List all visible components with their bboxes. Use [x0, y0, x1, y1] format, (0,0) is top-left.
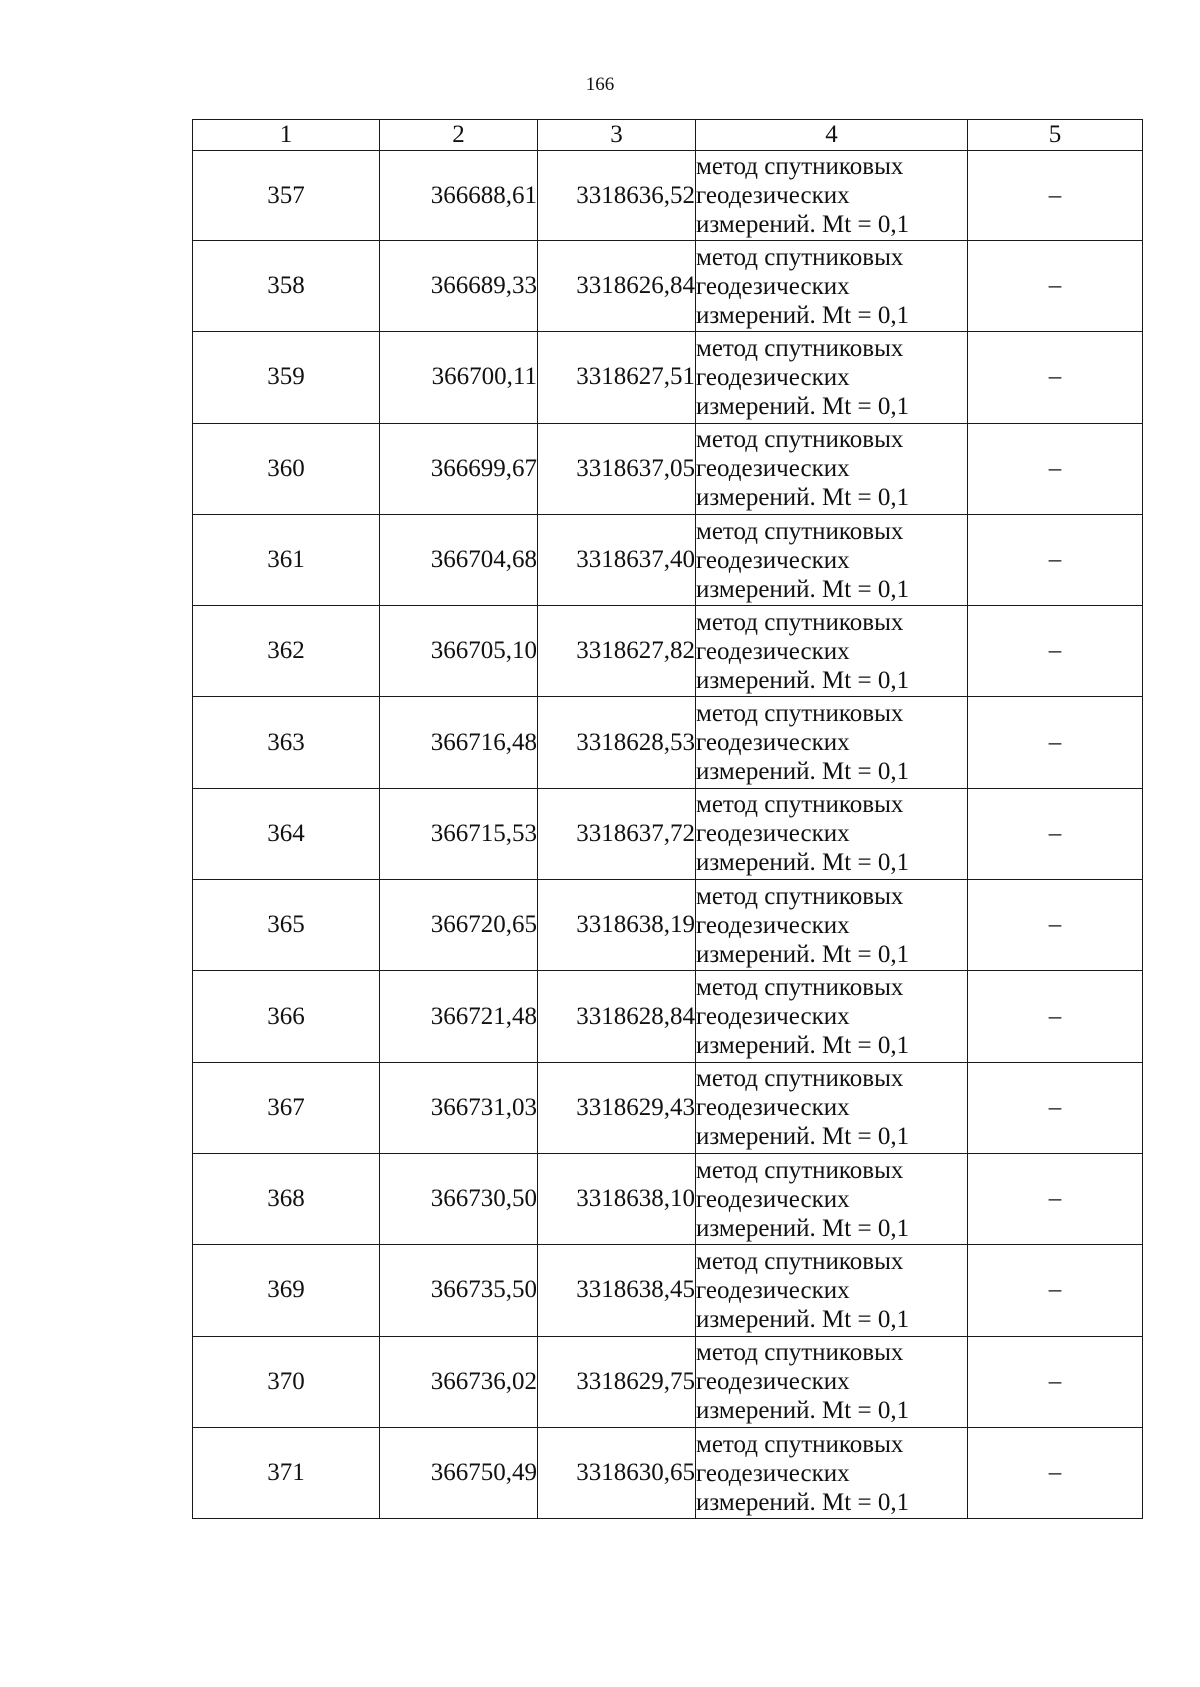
method-text-line: геодезических [696, 1459, 850, 1487]
point-number-cell: 365 [193, 880, 380, 971]
point-number-cell: 360 [193, 423, 380, 514]
point-number-cell: 359 [193, 332, 380, 423]
method-text-line: метод спутниковых [696, 1065, 904, 1093]
method-text-line: метод спутниковых [696, 1156, 904, 1184]
method-text-line: метод спутниковых [696, 243, 904, 271]
method-text-line: геодезических [696, 637, 850, 665]
header-row [193, 120, 1143, 151]
note-cell: – [968, 514, 1143, 605]
coordinates-table [192, 119, 1143, 1519]
point-number-cell: 370 [193, 1336, 380, 1427]
note-cell: – [968, 971, 1143, 1062]
table-row [193, 971, 1143, 1062]
point-number-cell: 364 [193, 788, 380, 879]
method-text-line: геодезических [696, 363, 850, 391]
method-text-line: геодезических [696, 1094, 850, 1122]
x-coordinate-cell: 366699,67 [380, 423, 538, 514]
method-text-line: геодезических [696, 455, 850, 483]
note-cell: – [968, 1062, 1143, 1153]
note-cell: – [968, 423, 1143, 514]
note-cell: – [968, 697, 1143, 788]
method-text-line: геодезических [696, 1368, 850, 1396]
y-coordinate-cell: 3318638,10 [538, 1153, 696, 1244]
point-number-cell: 369 [193, 1245, 380, 1336]
y-coordinate-cell: 3318629,43 [538, 1062, 696, 1153]
note-cell: – [968, 1336, 1143, 1427]
point-number-cell: 367 [193, 1062, 380, 1153]
method-cell [696, 1062, 968, 1153]
x-coordinate-cell: 366715,53 [380, 788, 538, 879]
method-text-line: метод спутниковых [696, 974, 904, 1002]
method-cell [696, 697, 968, 788]
table-row [193, 514, 1143, 605]
method-text-line: измерений. Mt = 0,1 [696, 211, 910, 238]
y-coordinate-cell: 3318638,19 [538, 880, 696, 971]
y-coordinate-cell: 3318638,45 [538, 1245, 696, 1336]
method-text-line: геодезических [696, 1276, 850, 1304]
method-text-line: метод спутниковых [696, 153, 904, 180]
note-cell: – [968, 241, 1143, 332]
method-text-line: измерений. Mt = 0,1 [696, 1032, 910, 1060]
y-coordinate-cell: 3318626,84 [538, 241, 696, 332]
table-header [193, 120, 1143, 151]
method-cell [696, 332, 968, 423]
table-row [193, 1245, 1143, 1336]
header-cell-2: 2 [380, 120, 538, 151]
method-text-line: измерений. Mt = 0,1 [696, 758, 910, 786]
header-cell-1: 1 [193, 120, 380, 151]
method-text-line: метод спутниковых [696, 608, 904, 636]
method-cell [696, 1153, 968, 1244]
method-text-line: измерений. Mt = 0,1 [696, 301, 910, 329]
note-cell: – [968, 880, 1143, 971]
table-row [193, 788, 1143, 879]
point-number-cell: 363 [193, 697, 380, 788]
x-coordinate-cell: 366731,03 [380, 1062, 538, 1153]
y-coordinate-cell: 3318637,40 [538, 514, 696, 605]
method-text-line: метод спутниковых [696, 426, 904, 454]
x-coordinate-cell: 366750,49 [380, 1427, 538, 1518]
method-text-line: геодезических [696, 546, 850, 574]
table-row [193, 151, 1143, 241]
method-cell [696, 151, 968, 241]
method-text-line: измерений. Mt = 0,1 [696, 1488, 910, 1516]
note-cell: – [968, 151, 1143, 241]
y-coordinate-cell: 3318630,65 [538, 1427, 696, 1518]
point-number-cell: 357 [193, 151, 380, 241]
header-cell-3: 3 [538, 120, 696, 151]
table-row [193, 332, 1143, 423]
method-text-line: геодезических [696, 911, 850, 939]
header-cell-5: 5 [968, 120, 1143, 151]
method-text-line: измерений. Mt = 0,1 [696, 484, 910, 512]
method-cell [696, 514, 968, 605]
method-text-line: метод спутниковых [696, 1247, 904, 1275]
table-row [193, 880, 1143, 971]
method-text-line: геодезических [696, 729, 850, 757]
y-coordinate-cell: 3318636,52 [538, 151, 696, 241]
method-text-line: метод спутниковых [696, 517, 904, 545]
header-cell-4: 4 [696, 120, 968, 151]
y-coordinate-cell: 3318627,82 [538, 606, 696, 697]
x-coordinate-cell: 366730,50 [380, 1153, 538, 1244]
method-text-line: метод спутниковых [696, 882, 904, 910]
method-cell [696, 1336, 968, 1427]
method-text-line: геодезических [696, 182, 850, 209]
method-text-line: геодезических [696, 1185, 850, 1213]
note-cell: – [968, 1427, 1143, 1518]
point-number-cell: 362 [193, 606, 380, 697]
method-cell [696, 606, 968, 697]
note-cell: – [968, 1153, 1143, 1244]
table-row [193, 1427, 1143, 1518]
x-coordinate-cell: 366736,02 [380, 1336, 538, 1427]
method-cell [696, 880, 968, 971]
method-text-line: измерений. Mt = 0,1 [696, 666, 910, 694]
method-text-line: измерений. Mt = 0,1 [696, 940, 910, 968]
table-row [193, 1153, 1143, 1244]
y-coordinate-cell: 3318628,53 [538, 697, 696, 788]
table-row [193, 423, 1143, 514]
x-coordinate-cell: 366688,61 [380, 151, 538, 241]
point-number-cell: 358 [193, 241, 380, 332]
x-coordinate-cell: 366720,65 [380, 880, 538, 971]
method-cell [696, 1245, 968, 1336]
method-text-line: измерений. Mt = 0,1 [696, 849, 910, 877]
method-cell [696, 788, 968, 879]
method-text-line: геодезических [696, 272, 850, 300]
y-coordinate-cell: 3318637,72 [538, 788, 696, 879]
method-cell [696, 423, 968, 514]
method-text-line: измерений. Mt = 0,1 [696, 1123, 910, 1151]
method-cell [696, 1427, 968, 1518]
page-number: 166 [585, 74, 615, 95]
table-row [193, 606, 1143, 697]
table-row [193, 241, 1143, 332]
y-coordinate-cell: 3318637,05 [538, 423, 696, 514]
method-text-line: измерений. Mt = 0,1 [696, 1397, 910, 1425]
x-coordinate-cell: 366704,68 [380, 514, 538, 605]
point-number-cell: 368 [193, 1153, 380, 1244]
method-text-line: метод спутниковых [696, 700, 904, 728]
table-row [193, 1336, 1143, 1427]
x-coordinate-cell: 366721,48 [380, 971, 538, 1062]
table-row [193, 697, 1143, 788]
x-coordinate-cell: 366705,10 [380, 606, 538, 697]
method-text-line: метод спутниковых [696, 1339, 904, 1367]
point-number-cell: 371 [193, 1427, 380, 1518]
x-coordinate-cell: 366716,48 [380, 697, 538, 788]
note-cell: – [968, 1245, 1143, 1336]
method-cell [696, 971, 968, 1062]
y-coordinate-cell: 3318629,75 [538, 1336, 696, 1427]
method-text-line: измерений. Mt = 0,1 [696, 1214, 910, 1242]
method-text-line: метод спутниковых [696, 1430, 904, 1458]
method-text-line: метод спутниковых [696, 791, 904, 819]
method-text-line: измерений. Mt = 0,1 [696, 575, 910, 603]
x-coordinate-cell: 366700,11 [380, 332, 538, 423]
method-text-line: метод спутниковых [696, 334, 904, 362]
y-coordinate-cell: 3318628,84 [538, 971, 696, 1062]
note-cell: – [968, 606, 1143, 697]
note-cell: – [968, 332, 1143, 423]
note-cell: – [968, 788, 1143, 879]
table-row [193, 1062, 1143, 1153]
x-coordinate-cell: 366689,33 [380, 241, 538, 332]
y-coordinate-cell: 3318627,51 [538, 332, 696, 423]
point-number-cell: 366 [193, 971, 380, 1062]
method-text-line: измерений. Mt = 0,1 [696, 392, 910, 420]
method-text-line: геодезических [696, 1003, 850, 1031]
point-number-cell: 361 [193, 514, 380, 605]
method-text-line: измерений. Mt = 0,1 [696, 1305, 910, 1333]
table-body [193, 151, 1143, 1519]
method-cell [696, 241, 968, 332]
method-text-line: геодезических [696, 820, 850, 848]
x-coordinate-cell: 366735,50 [380, 1245, 538, 1336]
